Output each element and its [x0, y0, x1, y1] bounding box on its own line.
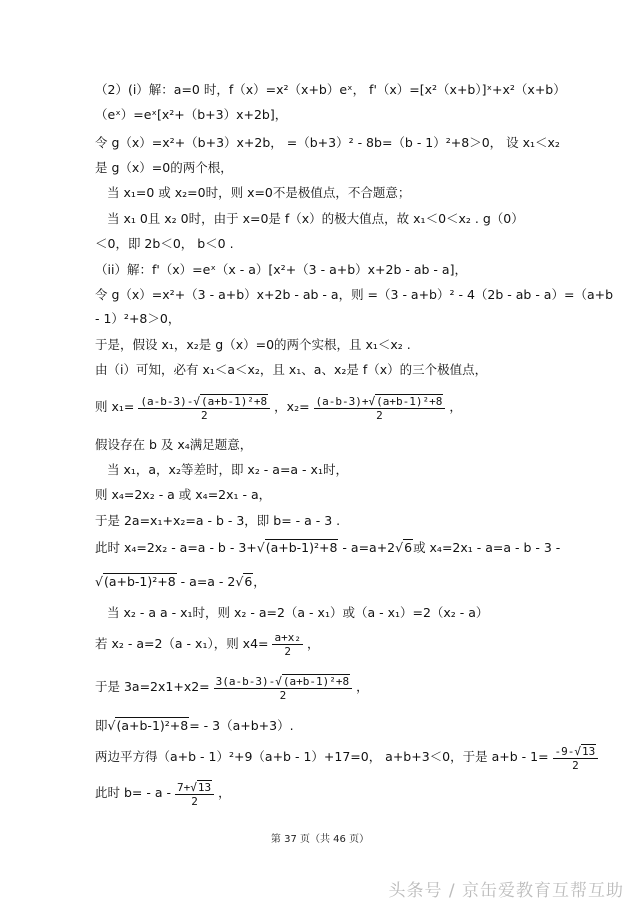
text-line: ＜0，即 2b＜0， b＜0 . [95, 236, 234, 251]
formula-line-x4-frac: 若 x₂ - a=2（a - x₁），则 x4= $\frac{\text{a+x₂}}{2}$ ， [95, 631, 320, 658]
text-line: 于是，假设 x₁，x₂是 g（x）=0的两个实根，且 x₁＜x₂ . [95, 337, 411, 352]
text-line: 当 x₂ - a a - x₁时，则 x₂ - a=2（a - x₁）或（a - x₁）=2（x₂ - a） [107, 605, 489, 620]
page-number-footer: 第 37 页（共 46 页） [270, 834, 370, 845]
text-line: 由（i）可知，必有 x₁＜a＜x₂，且 x₁、a、x₂是 f（x）的三个极值点， [95, 362, 488, 377]
text-line: - 1）²+8＞0， [95, 311, 181, 326]
text-line: （2）(i）解：a=0 时，f（x）=x²（x+b）eˣ， f'（x）=[x²（x+b）]ˣ+x²（x+b） [95, 82, 566, 97]
text-line: 则 x₄=2x₂ - a 或 x₄=2x₁ - a， [95, 487, 272, 502]
formula-line-3a: 于是 3a=2x1+x2= $\frac{\text{3(a-b-3)-√(a+b-1)²+8}}{2}$ ， [95, 674, 369, 702]
formula-line-square: 两边平方得（a+b - 1）²+9（a+b - 1）+17=0， a+b+3＜0，于是 a+b - 1= $\frac{-9-√13}{2}$ [95, 740, 565, 774]
fraction-ab1: $\frac{-9-√13}{2}$ [553, 744, 599, 772]
formula-line-roots: 则 x₁= $\frac{\text{(a-b-3)-√(a+b-1)²+8}}{2}$ ，x₂= $\frac{\text{(a-b-3)+√(a+b-1)²+8}}{2}$ ， [95, 394, 462, 422]
fraction-b: $\frac{7+√13}{2}$ [175, 780, 214, 808]
text-line: 是 g（x）=0的两个根， [95, 160, 233, 175]
text-line: 当 x₁=0 或 x₂=0时，则 x=0不是极值点，不合题意； [107, 185, 411, 200]
formula-line-b: 此时 b= - a - $\frac{7+√13}{2}$ ， [95, 780, 231, 808]
watermark: 头条号 / 京缶爱教育互帮互助 [388, 881, 624, 901]
text-line: 于是 2a=x₁+x₂=a - b - 3，即 b= - a - 3 . [95, 513, 341, 528]
fraction-x2: $\frac{\text{(a-b-3)+√(a+b-1)²+8}}{2}$ [314, 394, 446, 422]
formula-line-sqrt: 即√(a+b-1)²+8= - 3（a+b+3）. [95, 718, 294, 733]
text-line: 令 g（x）=x²+（b+3）x+2b， =（b+3）² - 8b=（b - 1）²+8＞0， 设 x₁＜x₂ [95, 135, 560, 150]
text-line: 当 x₁，a，x₂等差时，即 x₂ - a=a - x₁时， [107, 462, 348, 477]
text-line: 令 g（x）=x²+（3 - a+b）x+2b - ab - a，则 =（3 - a+b）² - 4（2b - ab - a）=（a+b [95, 287, 614, 302]
text-line: （ii）解：f'（x）=eˣ（x - a）[x²+（3 - a+b）x+2b - ab - a]， [95, 262, 467, 277]
fraction-3a: $\frac{\text{3(a-b-3)-√(a+b-1)²+8}}{2}$ [214, 674, 352, 702]
formula-line-x4: 此时 x₄=2x₂ - a=a - b - 3+√(a+b-1)²+8 - a=a+2√6或 x₄=2x₁ - a=a - b - 3 - [95, 540, 561, 555]
text-line: 假设存在 b 及 x₄满足题意， [95, 437, 253, 452]
text-line: （eˣ）=eˣ[x²+（b+3）x+2b]， [95, 107, 288, 122]
formula-text: ，x₂= [274, 399, 310, 414]
fraction-x4: $\frac{\text{a+x₂}}{2}$ [274, 631, 301, 658]
formula-text: 则 x₁= [95, 399, 135, 414]
fraction-x1: $\frac{\text{(a-b-3)-√(a+b-1)²+8}}{2}$ [138, 394, 270, 422]
text-line: 当 x₁ 0且 x₂ 0时，由于 x=0是 f（x）的极大值点，故 x₁＜0＜x₂ . g（0） [107, 211, 524, 226]
formula-line-x4-cont: √(a+b-1)²+8 - a=a - 2√6， [95, 574, 266, 589]
